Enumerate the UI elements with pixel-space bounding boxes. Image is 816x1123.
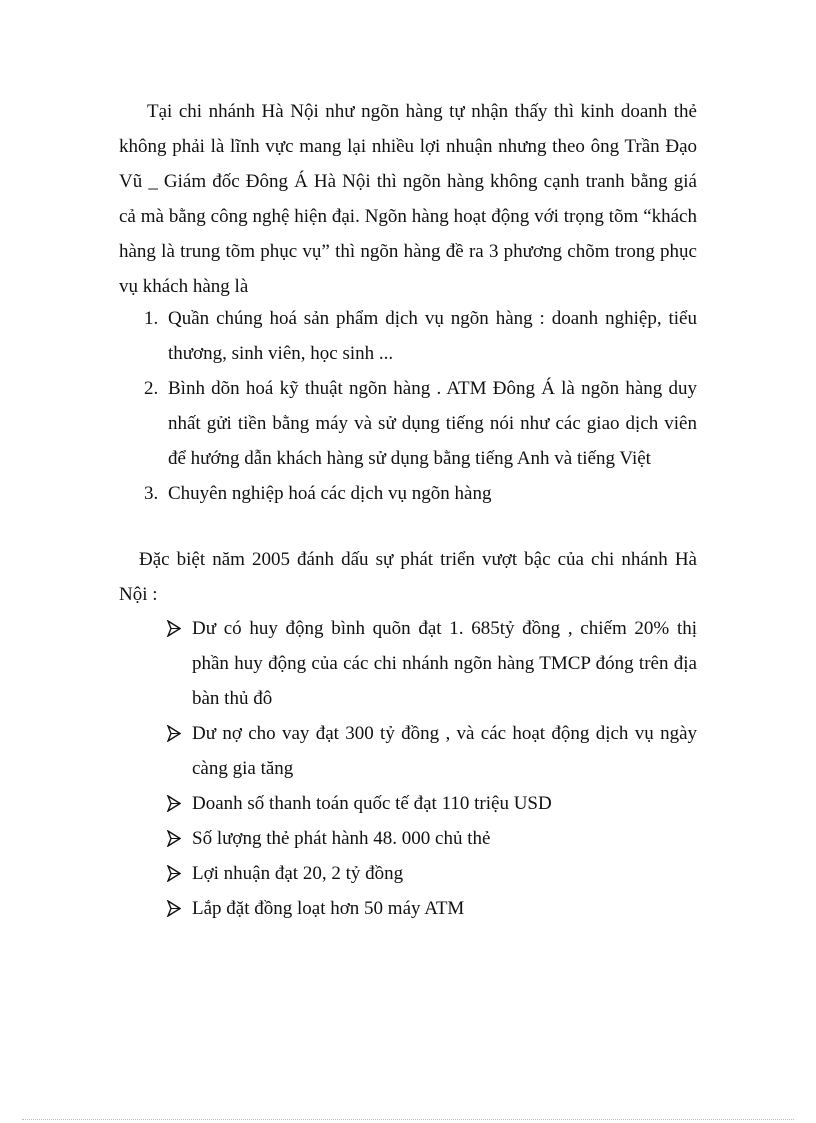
list-item bbox=[119, 856, 697, 891]
list-item bbox=[119, 371, 697, 476]
achievement-list bbox=[119, 611, 697, 926]
intro-paragraph: Tại chi nhánh Hà Nội như ngõn hàng tự nhận thấy thì kinh doanh thẻ không phải là lĩnh vực mang lại nhiều lợi nhuận nhưng theo ông Trần Đạo Vũ _ Giám đốc Đông Á Hà Nội thì ngõn hàng không cạnh tranh bằng giá cả mà bằng công nghệ hiện đại. Ngõn hàng hoạt động với trọng tõm “khách hàng là trung tõm phục vụ” thì ngõn hàng đề ra 3 phương chõm trong phục vụ khách hàng là bbox=[119, 101, 697, 297]
arrow-bullet-icon bbox=[167, 620, 181, 637]
arrow-bullet-icon bbox=[167, 795, 181, 812]
list-number: 1. bbox=[144, 308, 159, 329]
list-item-text: Lợi nhuận đạt 20, 2 tỷ đồng bbox=[192, 863, 404, 884]
list-item bbox=[119, 476, 697, 511]
list-item-text: Doanh số thanh toán quốc tế đạt 110 triệu USD bbox=[192, 793, 552, 814]
list-item-text: Bình dõn hoá kỹ thuật ngõn hàng . ATM Đông Á là ngõn hàng duy nhất gửi tiền bằng máy và sử dụng tiếng nói như các giao dịch viên để hướng dẫn khách hàng sử dụng bằng tiếng Anh và tiếng Việt bbox=[168, 378, 697, 469]
page-bottom-divider bbox=[22, 1119, 794, 1120]
list-item bbox=[119, 821, 697, 856]
arrow-bullet-icon bbox=[167, 900, 181, 917]
list-item bbox=[119, 786, 697, 821]
list-item bbox=[119, 891, 697, 926]
list-item-text: Dư nợ cho vay đạt 300 tỷ đồng , và các hoạt động dịch vụ ngày càng gia tăng bbox=[192, 723, 697, 779]
list-item bbox=[119, 611, 697, 716]
list-item-text: Chuyên nghiệp hoá các dịch vụ ngõn hàng bbox=[168, 483, 492, 504]
list-item-text: Lắp đặt đồng loạt hơn 50 máy ATM bbox=[192, 898, 465, 919]
list-item-text: Quần chúng hoá sản phẩm dịch vụ ngõn hàng : doanh nghiệp, tiểu thương, sinh viên, học sinh ... bbox=[168, 308, 697, 364]
list-item bbox=[119, 716, 697, 786]
list-item-text: Dư có huy động bình quõn đạt 1. 685tỷ đồng , chiếm 20% thị phần huy động của các chi nhánh ngõn hàng TMCP đóng trên địa bàn thủ đô bbox=[192, 618, 697, 709]
arrow-bullet-icon bbox=[167, 865, 181, 882]
strategy-list bbox=[119, 301, 697, 511]
list-number: 3. bbox=[144, 483, 159, 504]
list-item-text: Số lượng thẻ phát hành 48. 000 chủ thẻ bbox=[192, 828, 491, 849]
list-item bbox=[119, 301, 697, 371]
arrow-bullet-icon bbox=[167, 830, 181, 847]
highlight-paragraph: Đặc biệt năm 2005 đánh dấu sự phát triển vượt bậc của chi nhánh Hà Nội : bbox=[119, 549, 697, 605]
list-number: 2. bbox=[144, 378, 159, 399]
arrow-bullet-icon bbox=[167, 725, 181, 742]
